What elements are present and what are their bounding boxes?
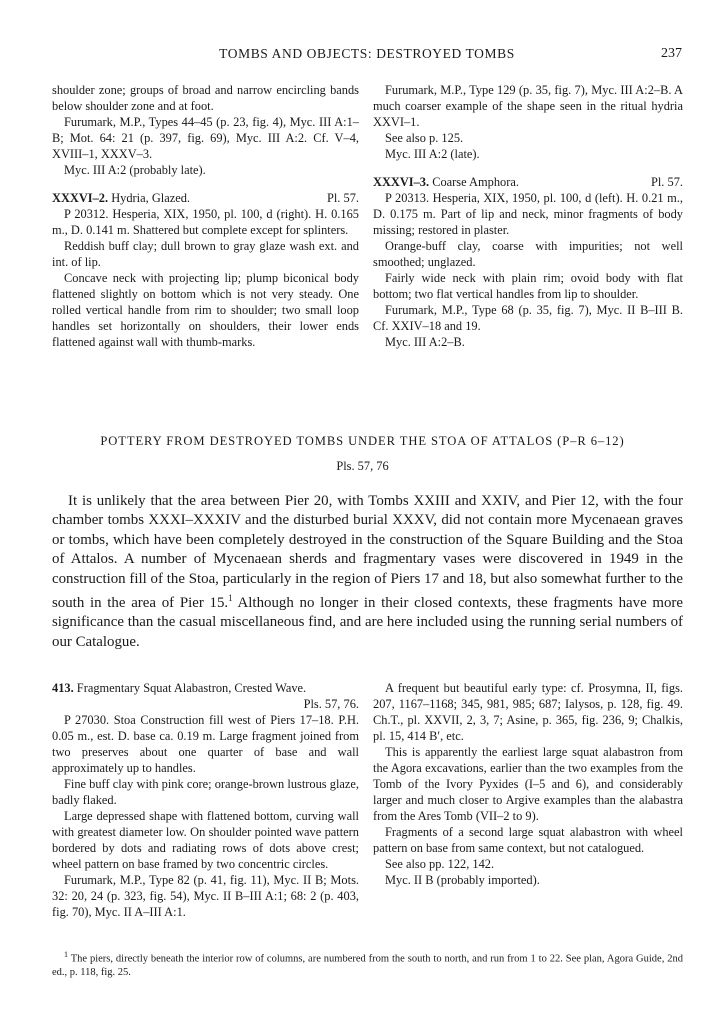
page-number: 237 — [661, 46, 682, 61]
intro-paragraph — [52, 492, 683, 652]
text-line: See also p. 125. — [385, 131, 464, 145]
entry-heading — [52, 680, 359, 696]
intro-text-continued: Although no longer in their closed contexts, these fragments have more significance than the casual miscellaneous find, and are here included using the running serial numbers of our Catalogue. — [52, 595, 683, 650]
footnote-text: The piers, directly beneath the interior row of columns, are numbered from the south to north, and run from 1 to 22. See plan, Agora Guide, 2nd ed., p. 118, fig. 25. — [52, 953, 683, 978]
footnote — [52, 948, 683, 980]
entry-413-right — [373, 680, 683, 888]
entry-plate: Pl. 57. — [326, 191, 359, 205]
running-title: TOMBS AND OBJECTS: DESTROYED TOMBS — [219, 46, 515, 61]
text-line: Orange-buff clay, coarse with impurities; not well smoothed; unglazed. — [373, 239, 683, 269]
text-line: A frequent but beautiful early type: cf. Prosymna, II, figs. 207, 1167–1168; 345, 981, 985; 687; Ialysos, p. 128, fig. 49. Ch.T., pl. XXVII, 2, 3, 7; Asine, p. 365, fig. 236, 9; Chalkis, pl. 15, 414 B′, etc. — [373, 681, 683, 743]
entry-plate: Pls. 57, 76. — [303, 697, 359, 711]
text-line: Furumark, M.P., Type 82 (p. 41, fig. 11), Myc. II B; Mots. 32: 20, 24 (p. 323, fig. 54), Myc. II B–III A:1; 68: 2 (p. 403, fig. 70), Myc. II A–III A:1. — [52, 873, 359, 919]
text-line: Myc. III A:2–B. — [385, 335, 465, 349]
section-title: POTTERY FROM DESTROYED TOMBS UNDER THE STOA OF ATTALOS (P–R 6–12) — [100, 434, 625, 448]
text-line: Fragments of a second large squat alabastron with wheel pattern on base from same context, but not catalogued. — [373, 825, 683, 855]
entry-number: XXXVI–2. — [52, 191, 109, 205]
footnote-mark: 1 — [64, 950, 68, 959]
entry-heading — [52, 190, 359, 206]
text-line: Myc. III A:2 (probably late). — [64, 163, 206, 177]
right-column-top — [373, 82, 683, 350]
text-line: Myc. III A:2 (late). — [385, 147, 480, 161]
running-header — [52, 46, 682, 68]
entry-title: Fragmentary Squat Alabastron, Crested Wave. — [76, 681, 307, 695]
text-line: Myc. II B (probably imported). — [385, 873, 540, 887]
text-line: Furumark, M.P., Types 44–45 (p. 23, fig. 4), Myc. III A:1–B; Mot. 64: 21 (p. 397, fig. 69), Myc. III A:2. Cf. V–4, XVIII–1, XXXV–3. — [52, 115, 359, 161]
text-line: This is apparently the earliest large squat alabastron from the Agora excavations, earlier than the two examples from the Tomb of the Ivory Pyxides (I–5 and 6), and considerably larger and much closer to Argive examples than the alabastra from the Ares Tomb (VII–2 to 9). — [373, 745, 683, 823]
text-line: Large depressed shape with flattened bottom, curving wall with greatest diameter low. On shoulder pointed wave pattern bordered by dots and radiating rows of dots above crest; wheel pattern on base framed by two concentric circles. — [52, 809, 359, 871]
entry-title: Coarse Amphora. — [432, 175, 519, 189]
text-line: Furumark, M.P., Type 129 (p. 35, fig. 7), Myc. III A:2–B. A much coarser example of the shape seen in the ritual hydria XXVI–1. — [373, 83, 683, 129]
text-line: Fine buff clay with pink core; orange-brown lustrous glaze, badly flaked. — [52, 777, 359, 807]
text-line: P 27030. Stoa Construction fill west of Piers 17–18. P.H. 0.05 m., est. D. base ca. 0.19 m. Large fragment joined from two preserves about one quarter of base and wall approximately up to handles. — [52, 713, 359, 775]
entry-number: 413. — [52, 681, 74, 695]
text-line: P 20313. Hesperia, XIX, 1950, pl. 100, d (left). H. 0.21 m., D. 0.175 m. Part of lip and neck, minor fragments of body missing; restored in plaster. — [373, 191, 683, 237]
entry-number: XXXVI–3. — [373, 175, 430, 189]
text-line: Fairly wide neck with plain rim; ovoid body with flat bottom; two flat vertical handles from lip to shoulder. — [373, 271, 683, 301]
text-line: Furumark, M.P., Type 68 (p. 35, fig. 7), Myc. II B–III B. Cf. XXIV–18 and 19. — [373, 303, 683, 333]
text-line: Concave neck with projecting lip; plump biconical body flattened slightly on bottom which is not very steady. One rolled vertical handle from rim to shoulder; two small loop handles set horizontally on shoulders, their lower ends flattened against wall with thumb-marks. — [52, 271, 359, 349]
left-column-top — [52, 82, 359, 350]
intro-text: It is unlikely that the area between Pier 20, with Tombs XXIII and XXIV, and Pier 12, with the four chamber tombs XXXI–XXXIV and the disturbed burial XXXV, did not contain more Mycenaean graves or tombs, which have been completely destroyed in the construction of the Square Building and the Stoa of Attalos. A number of Mycenaean sherds and fragmentary vases were discovered in 1949 in the construction fill of the Stoa, particularly in the region of Piers 17 and 18, but also somewhat further to the south in the area of Pier 15. — [52, 493, 683, 611]
entry-heading — [373, 174, 683, 190]
entry-title: Hydria, Glazed. — [111, 191, 191, 205]
text-line: shoulder zone; groups of broad and narrow encircling bands below shoulder zone and at foot. — [52, 83, 359, 113]
footnote-reference[interactable]: 1 — [228, 593, 233, 604]
text-line: See also pp. 122, 142. — [385, 857, 495, 871]
entry-plate: Pl. 57. — [650, 175, 683, 189]
entry-413-left — [52, 680, 359, 920]
text-line: Reddish buff clay; dull brown to gray glaze wash ext. and int. of lip. — [52, 239, 359, 269]
text-line: P 20312. Hesperia, XIX, 1950, pl. 100, d (right). H. 0.165 m., D. 0.141 m. Shattered but complete except for splinters. — [52, 207, 359, 237]
section-plates: Pls. 57, 76 — [336, 459, 389, 473]
